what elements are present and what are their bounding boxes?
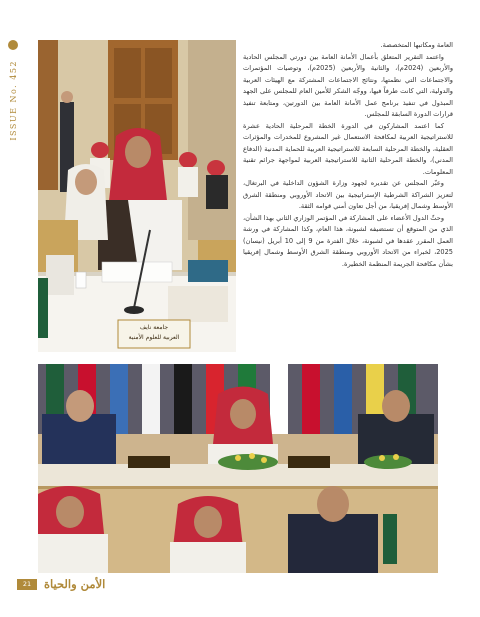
photo-meeting-top <box>38 40 236 352</box>
nameplate-text <box>118 320 190 348</box>
article-paragraph-4: وعبّر المجلس عن تقديره لجهود وزارة الشؤون الداخلية في البرتغال، لتعزيز الشراكة الشرطية الإستراتيجية بين الاتحاد الأوروبي ومنطقة الشرق الأوسط وشمال إفريقيا، من أجل تعاون أمني قوامه الثقة. <box>243 179 453 210</box>
article-paragraph-1: العامة ومكاتبها المتخصصة. <box>380 41 453 49</box>
page-number: 21 <box>17 579 37 590</box>
article-paragraph-3: كما اعتمد المشاركون في الدورة الخطة المرحلية الحادية عشرة للاستراتيجية العربية لمكافحة الاستعمال غير المشروع للمخدرات والمؤثرات العقلية، والخطة المرحلية السابعة للاستراتيجية العربية للحماية المدنية (الدفاع المدني)، والخطة المرحلية الثانية للاستراتيجية العربية لمواجهة جرائم تقنية المعلومات. <box>243 121 453 176</box>
article-paragraph-5: وحثّ الدول الأعضاء على المشاركة في المؤتمر الوزاري الثاني بهذا الشأن، الذي من المتوقع أن تستضيفه لشبونة، هذا العام، وكذا المشاركة في ورشة العمل المقرر عقدها في لشبونة، خلال الفترة من 9 إلى 10 أبريل (نيسان) 2025، لخبراء من الاتحاد الأوروبي ومنطقة الشرق الأوسط وشمال إفريقيا بشأن مكافحة الجريمة المنظمة الخطيرة. <box>243 213 454 268</box>
page-footer <box>0 576 480 617</box>
nameplate-line-1: جامعة نايف <box>139 324 169 331</box>
article-paragraph-2: واعتمد التقرير المتعلق بأعمال الأمانة العامة بين دورتي المجلس الحادية والأربعين (2024م)، والثانية والأربعين (2025م)، وتوصيات المؤتمرات والاجتماعات التي نظمتها، ونتائج الاجتماعات المشتركة مع الهيئات العربية والدولية، التي كانت طرفاً فيها، ووجّه الشكر للأمين العام للمجلس على الجهد المبذول في تنفيذ برنامج عمل الأمانة العامة بين الدورتين، ومتابعة تنفيذ قرارات الدورة السابقة للمجلس. <box>243 52 454 118</box>
photo-meeting-bottom <box>38 364 438 573</box>
nameplate-line-2: العربية للعلوم الأمنية <box>128 334 180 341</box>
magazine-emblem-icon <box>8 40 18 50</box>
issue-number: ISSUE No. 452 <box>8 60 18 141</box>
issue-sidebar <box>4 40 22 180</box>
magazine-title: الأمن والحياة <box>44 577 106 591</box>
article-body <box>243 40 453 358</box>
